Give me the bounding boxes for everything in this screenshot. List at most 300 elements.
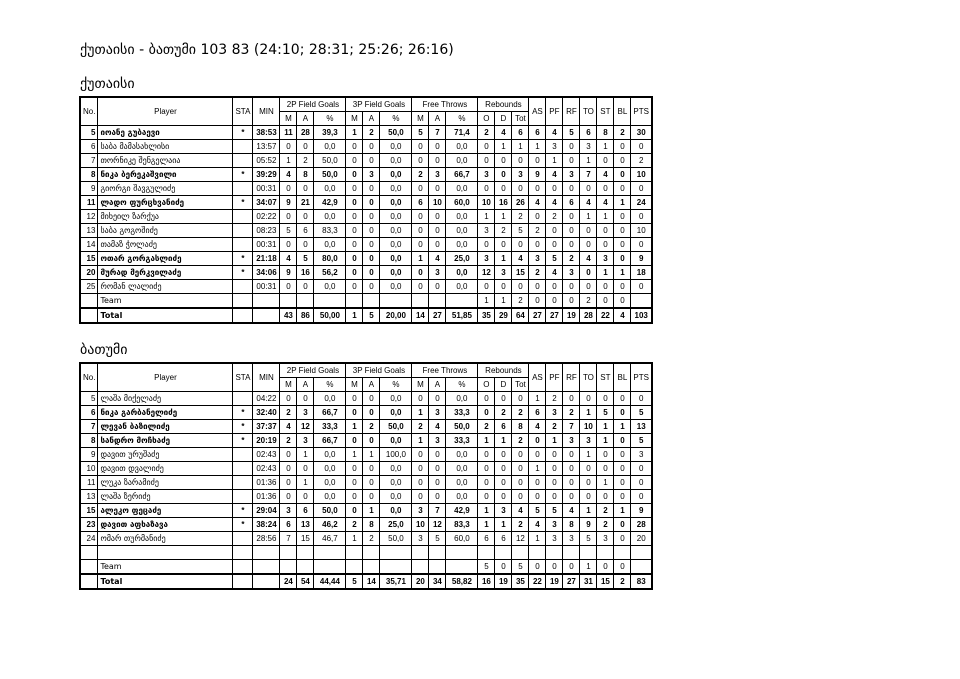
stat-d: 2 — [495, 224, 512, 238]
empty-cell — [233, 294, 253, 309]
stat-bl: 0 — [614, 224, 631, 238]
stat-d: 6 — [495, 532, 512, 546]
stat-a3: 0 — [363, 266, 380, 280]
stat-d: 1 — [495, 210, 512, 224]
stat-m2: 0 — [280, 462, 297, 476]
stat-st: 1 — [597, 266, 614, 280]
stat-tot: 4 — [512, 252, 529, 266]
total-stat-to: 28 — [580, 308, 597, 323]
stat-pts: 10 — [631, 224, 652, 238]
stat-bl: 0 — [614, 280, 631, 294]
header-free-throws: Free Throws — [412, 97, 478, 112]
player-minutes: 05:52 — [253, 154, 280, 168]
player-row — [80, 532, 652, 546]
stat-pft: 0,0 — [446, 266, 478, 280]
stat-to: 1 — [580, 504, 597, 518]
stat-o: 0 — [478, 238, 495, 252]
stat-as: 0 — [529, 238, 546, 252]
stat-m2: 11 — [280, 126, 297, 140]
stat-a3: 0 — [363, 392, 380, 406]
stat-pts: 3 — [631, 448, 652, 462]
stat-mft: 2 — [412, 420, 429, 434]
stat-m3: 0 — [346, 224, 363, 238]
player-starter — [233, 476, 253, 490]
player-starter: * — [233, 196, 253, 210]
stat-st: 1 — [597, 434, 614, 448]
stat-mft: 0 — [412, 182, 429, 196]
player-starter: * — [233, 126, 253, 140]
stat-st: 2 — [597, 504, 614, 518]
stat-bl: 0 — [614, 252, 631, 266]
player-starter — [233, 462, 253, 476]
stat-m2: 0 — [280, 140, 297, 154]
stat-aft: 0 — [429, 238, 446, 252]
player-minutes: 01:36 — [253, 476, 280, 490]
stat-d: 0 — [495, 280, 512, 294]
subheader-a: A — [297, 112, 314, 126]
header-pf: PF — [546, 363, 563, 392]
player-number: 13 — [80, 490, 98, 504]
total-row — [80, 308, 652, 323]
stat-rf: 0 — [563, 448, 580, 462]
stat-pts: 0 — [631, 280, 652, 294]
header-player: Player — [98, 97, 233, 126]
stat-st: 3 — [597, 252, 614, 266]
stat-to: 0 — [580, 490, 597, 504]
stat-a2: 12 — [297, 420, 314, 434]
stat-a2: 0 — [297, 182, 314, 196]
stat-st: 3 — [597, 532, 614, 546]
stat-st: 1 — [597, 140, 614, 154]
stat-rf: 3 — [563, 168, 580, 182]
stat-st: 4 — [597, 196, 614, 210]
stat-p3: 0,0 — [380, 224, 412, 238]
empty-cell — [412, 294, 429, 309]
stat-a3: 0 — [363, 224, 380, 238]
subheader-d: D — [495, 378, 512, 392]
stat-pf: 0 — [546, 238, 563, 252]
stat-pf: 0 — [546, 476, 563, 490]
subheader-m: M — [412, 112, 429, 126]
stat-m2: 0 — [280, 476, 297, 490]
stat-a2: 0 — [297, 462, 314, 476]
stat-pft: 0,0 — [446, 476, 478, 490]
empty-cell — [429, 546, 446, 560]
stat-o: 0 — [478, 280, 495, 294]
player-name: საბა მამასახლისი — [98, 140, 233, 154]
stat-p2: 0,0 — [314, 140, 346, 154]
total-stat-as: 27 — [529, 308, 546, 323]
stat-p3: 0,0 — [380, 462, 412, 476]
stat-o: 0 — [478, 392, 495, 406]
total-stat-p3: 20,00 — [380, 308, 412, 323]
player-name: მიხეილ ზარქუა — [98, 210, 233, 224]
stat-bl: 0 — [614, 434, 631, 448]
stat-to: 1 — [580, 154, 597, 168]
stat-st: 0 — [597, 462, 614, 476]
stat-as: 2 — [529, 224, 546, 238]
stat-d: 1 — [495, 434, 512, 448]
header-sta: STA — [233, 97, 253, 126]
total-stat-d: 19 — [495, 574, 512, 589]
header-2p-field-goals: 2P Field Goals — [280, 363, 346, 378]
stat-pts: 2 — [631, 154, 652, 168]
stat-p2: 0,0 — [314, 280, 346, 294]
empty-cell — [346, 546, 363, 560]
stat-p2: 39,3 — [314, 126, 346, 140]
player-minutes: 02:22 — [253, 210, 280, 224]
stat-p3: 0,0 — [380, 280, 412, 294]
player-row — [80, 196, 652, 210]
total-row-label: Total — [98, 574, 233, 589]
player-row — [80, 280, 652, 294]
stat-aft: 0 — [429, 154, 446, 168]
stat-st: 8 — [597, 126, 614, 140]
player-starter — [233, 392, 253, 406]
empty-cell — [253, 560, 280, 575]
stat-aft: 4 — [429, 420, 446, 434]
team-stat-tot: 5 — [512, 560, 529, 575]
stat-aft: 10 — [429, 196, 446, 210]
subheader-pct: % — [314, 378, 346, 392]
empty-cell — [380, 560, 412, 575]
stat-tot: 0 — [512, 154, 529, 168]
header-bl: BL — [614, 97, 631, 126]
empty-cell — [233, 574, 253, 589]
stat-a3: 0 — [363, 196, 380, 210]
stat-pf: 0 — [546, 490, 563, 504]
stat-a3: 2 — [363, 420, 380, 434]
stat-pft: 50,0 — [446, 420, 478, 434]
player-minutes: 13:57 — [253, 140, 280, 154]
team-stat-pf: 0 — [546, 560, 563, 575]
player-row — [80, 154, 652, 168]
stat-rf: 7 — [563, 420, 580, 434]
stat-rf: 3 — [563, 434, 580, 448]
stat-pts: 0 — [631, 140, 652, 154]
total-stat-pft: 58,82 — [446, 574, 478, 589]
stat-pf: 4 — [546, 196, 563, 210]
stat-a3: 0 — [363, 182, 380, 196]
stat-pf: 1 — [546, 154, 563, 168]
player-row — [80, 462, 652, 476]
stat-mft: 0 — [412, 266, 429, 280]
stat-a2: 0 — [297, 210, 314, 224]
stat-pts: 0 — [631, 182, 652, 196]
empty-cell — [297, 294, 314, 309]
player-minutes: 02:43 — [253, 448, 280, 462]
stat-aft: 3 — [429, 168, 446, 182]
stat-o: 0 — [478, 448, 495, 462]
player-name: ლადო ფურცხვანიძე — [98, 196, 233, 210]
stat-m2: 0 — [280, 210, 297, 224]
player-starter — [233, 532, 253, 546]
stat-mft: 0 — [412, 476, 429, 490]
player-minutes: 32:40 — [253, 406, 280, 420]
stat-bl: 0 — [614, 448, 631, 462]
stat-o: 1 — [478, 210, 495, 224]
stat-bl: 0 — [614, 168, 631, 182]
total-stat-to: 31 — [580, 574, 597, 589]
stat-pts: 24 — [631, 196, 652, 210]
stat-pf: 3 — [546, 518, 563, 532]
player-name: ლევან ბაზილიძე — [98, 420, 233, 434]
stat-tot: 26 — [512, 196, 529, 210]
player-starter — [233, 448, 253, 462]
header-player: Player — [98, 363, 233, 392]
stat-tot: 2 — [512, 406, 529, 420]
total-stat-aft: 27 — [429, 308, 446, 323]
empty-cell — [446, 294, 478, 309]
subheader-m: M — [346, 378, 363, 392]
stat-to: 6 — [580, 126, 597, 140]
header-pf: PF — [546, 97, 563, 126]
stat-tot: 15 — [512, 266, 529, 280]
empty-cell — [380, 546, 412, 560]
player-row — [80, 448, 652, 462]
empty-cell — [297, 546, 314, 560]
subheader-a: A — [363, 378, 380, 392]
stat-tot: 0 — [512, 490, 529, 504]
stat-pft: 33,3 — [446, 434, 478, 448]
total-stat-a2: 86 — [297, 308, 314, 323]
player-name: ომარ თურმანიძე — [98, 532, 233, 546]
player-name: ლაშა ზერიძე — [98, 490, 233, 504]
stat-p2: 0,0 — [314, 182, 346, 196]
empty-cell — [80, 560, 98, 575]
stat-m3: 0 — [346, 154, 363, 168]
stat-st: 4 — [597, 168, 614, 182]
player-number: 8 — [80, 168, 98, 182]
player-number: 8 — [80, 434, 98, 448]
player-number: 11 — [80, 476, 98, 490]
stat-aft: 12 — [429, 518, 446, 532]
empty-cell — [314, 294, 346, 309]
boxscore-table-home — [79, 96, 653, 324]
player-starter — [233, 210, 253, 224]
stat-to: 0 — [580, 238, 597, 252]
stat-m2: 4 — [280, 252, 297, 266]
stat-tot: 0 — [512, 392, 529, 406]
stat-mft: 0 — [412, 140, 429, 154]
stat-rf: 0 — [563, 140, 580, 154]
stat-pft: 83,3 — [446, 518, 478, 532]
stat-p2: 0,0 — [314, 490, 346, 504]
stat-a2: 21 — [297, 196, 314, 210]
stat-as: 2 — [529, 266, 546, 280]
player-name: ოთარ გორგასლიძე — [98, 252, 233, 266]
subheader-o: O — [478, 378, 495, 392]
header-to: TO — [580, 97, 597, 126]
player-minutes: 20:19 — [253, 434, 280, 448]
player-minutes: 00:31 — [253, 182, 280, 196]
stat-aft: 0 — [429, 476, 446, 490]
header-sta: STA — [233, 363, 253, 392]
stat-tot: 8 — [512, 420, 529, 434]
stat-tot: 0 — [512, 476, 529, 490]
empty-cell — [233, 546, 253, 560]
subheader-m: M — [280, 112, 297, 126]
stat-rf: 5 — [563, 126, 580, 140]
empty-cell — [380, 294, 412, 309]
player-name: დავით აფხაზავა — [98, 518, 233, 532]
stat-to: 0 — [580, 182, 597, 196]
stat-as: 1 — [529, 462, 546, 476]
stat-a3: 0 — [363, 252, 380, 266]
player-name: ნიკა გარბანელიძე — [98, 406, 233, 420]
player-name: თამაზ ჭოლაძე — [98, 238, 233, 252]
stat-a2: 5 — [297, 252, 314, 266]
header-2p-field-goals: 2P Field Goals — [280, 97, 346, 112]
stat-mft: 1 — [412, 406, 429, 420]
stat-p2: 66,7 — [314, 434, 346, 448]
stat-pft: 60,0 — [446, 532, 478, 546]
player-minutes: 37:37 — [253, 420, 280, 434]
empty-cell — [495, 546, 512, 560]
stat-to: 5 — [580, 532, 597, 546]
stat-m3: 0 — [346, 504, 363, 518]
team-stat-to: 2 — [580, 294, 597, 309]
stat-tot: 5 — [512, 224, 529, 238]
empty-cell — [429, 560, 446, 575]
stat-rf: 6 — [563, 196, 580, 210]
stat-p2: 0,0 — [314, 238, 346, 252]
total-stat-mft: 20 — [412, 574, 429, 589]
stat-pf: 3 — [546, 406, 563, 420]
empty-cell — [233, 560, 253, 575]
stat-pts: 0 — [631, 476, 652, 490]
stat-a2: 6 — [297, 224, 314, 238]
stat-m3: 0 — [346, 168, 363, 182]
stat-pts: 18 — [631, 266, 652, 280]
stat-pts: 5 — [631, 406, 652, 420]
player-name: თორნიკე შენგელაია — [98, 154, 233, 168]
stat-p3: 0,0 — [380, 196, 412, 210]
stat-pts: 0 — [631, 392, 652, 406]
player-name: ალეკო ფეცაძე — [98, 504, 233, 518]
stat-tot: 4 — [512, 504, 529, 518]
stat-tot: 2 — [512, 434, 529, 448]
empty-cell — [446, 546, 478, 560]
stat-mft: 0 — [412, 392, 429, 406]
stat-p2: 83,3 — [314, 224, 346, 238]
stat-aft: 0 — [429, 490, 446, 504]
stat-rf: 2 — [563, 406, 580, 420]
subheader-m: M — [346, 112, 363, 126]
stat-m3: 0 — [346, 140, 363, 154]
empty-cell — [614, 546, 631, 560]
empty-cell — [363, 546, 380, 560]
stat-p3: 50,0 — [380, 126, 412, 140]
stat-pft: 66,7 — [446, 168, 478, 182]
stat-aft: 0 — [429, 448, 446, 462]
stat-pts: 0 — [631, 490, 652, 504]
stat-p3: 50,0 — [380, 532, 412, 546]
player-number: 14 — [80, 238, 98, 252]
stat-pft: 0,0 — [446, 224, 478, 238]
player-starter: * — [233, 518, 253, 532]
stat-p3: 0,0 — [380, 392, 412, 406]
stat-a2: 16 — [297, 266, 314, 280]
empty-cell — [631, 546, 652, 560]
empty-cell — [314, 546, 346, 560]
header-as: AS — [529, 363, 546, 392]
subheader-pct: % — [380, 378, 412, 392]
player-starter — [233, 280, 253, 294]
stat-o: 3 — [478, 252, 495, 266]
stat-mft: 0 — [412, 490, 429, 504]
stat-bl: 1 — [614, 196, 631, 210]
stat-pf: 2 — [546, 392, 563, 406]
stat-as: 0 — [529, 490, 546, 504]
stat-mft: 5 — [412, 126, 429, 140]
stat-st: 0 — [597, 490, 614, 504]
empty-cell — [253, 546, 280, 560]
stat-rf: 3 — [563, 266, 580, 280]
subheader-a: A — [429, 378, 446, 392]
stat-a2: 3 — [297, 406, 314, 420]
team-heading-home: ქუთაისი — [80, 76, 135, 92]
stat-pts: 28 — [631, 518, 652, 532]
stat-p3: 0,0 — [380, 490, 412, 504]
team-row-label: Team — [98, 560, 233, 575]
player-name: რომან ლალიძე — [98, 280, 233, 294]
stat-p3: 0,0 — [380, 168, 412, 182]
stat-as: 4 — [529, 420, 546, 434]
stat-st: 0 — [597, 182, 614, 196]
stat-as: 0 — [529, 434, 546, 448]
stat-pft: 0,0 — [446, 490, 478, 504]
player-row — [80, 392, 652, 406]
empty-cell — [512, 546, 529, 560]
stat-to: 0 — [580, 280, 597, 294]
player-name: მურად მერკვილაძე — [98, 266, 233, 280]
stat-pft: 71,4 — [446, 126, 478, 140]
empty-cell — [314, 560, 346, 575]
stat-pf: 0 — [546, 280, 563, 294]
header-row — [80, 97, 652, 112]
stat-aft: 7 — [429, 504, 446, 518]
stat-as: 4 — [529, 518, 546, 532]
stat-bl: 0 — [614, 406, 631, 420]
stat-p3: 0,0 — [380, 266, 412, 280]
player-row — [80, 238, 652, 252]
stat-pts: 0 — [631, 238, 652, 252]
player-number: 7 — [80, 420, 98, 434]
empty-cell — [546, 546, 563, 560]
stat-aft: 0 — [429, 392, 446, 406]
stat-m3: 0 — [346, 210, 363, 224]
total-stat-as: 22 — [529, 574, 546, 589]
subheader-tot: Tot — [512, 378, 529, 392]
stat-m3: 0 — [346, 238, 363, 252]
player-number: 9 — [80, 448, 98, 462]
stat-bl: 0 — [614, 490, 631, 504]
stat-tot: 12 — [512, 532, 529, 546]
stat-p2: 33,3 — [314, 420, 346, 434]
stat-p3: 100,0 — [380, 448, 412, 462]
stat-rf: 0 — [563, 280, 580, 294]
empty-cell — [233, 308, 253, 323]
stat-pft: 42,9 — [446, 504, 478, 518]
total-stat-pts: 83 — [631, 574, 652, 589]
stat-rf: 0 — [563, 224, 580, 238]
stat-pft: 0,0 — [446, 448, 478, 462]
team-stat-st: 0 — [597, 560, 614, 575]
player-name: დავით დვალიძე — [98, 462, 233, 476]
total-stat-p2: 50,00 — [314, 308, 346, 323]
subheader-pct: % — [446, 112, 478, 126]
